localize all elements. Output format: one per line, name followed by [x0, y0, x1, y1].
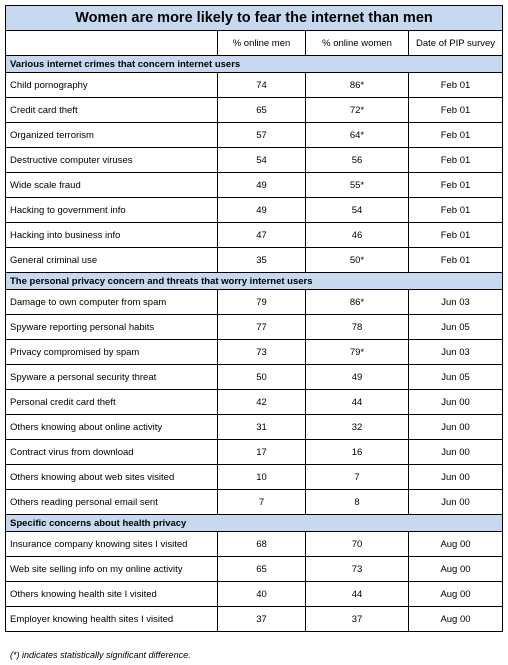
table-row — [6, 148, 503, 173]
men-value: 10 — [218, 465, 306, 490]
women-value: 78 — [306, 315, 409, 340]
men-value: 73 — [218, 340, 306, 365]
title-row — [6, 6, 503, 31]
men-value: 49 — [218, 173, 306, 198]
men-value: 49 — [218, 198, 306, 223]
table-row — [6, 173, 503, 198]
women-value: 16 — [306, 440, 409, 465]
table-row — [6, 582, 503, 607]
survey-table — [5, 5, 503, 632]
table-row — [6, 123, 503, 148]
men-value: 65 — [218, 557, 306, 582]
table-row — [6, 290, 503, 315]
women-value: 86* — [306, 73, 409, 98]
men-value: 7 — [218, 490, 306, 515]
survey-date: Jun 05 — [409, 315, 503, 340]
women-value: 79* — [306, 340, 409, 365]
row-label: Spyware reporting personal habits — [6, 315, 218, 340]
men-value: 77 — [218, 315, 306, 340]
header-women: % online women — [306, 31, 409, 56]
column-header-row — [6, 31, 503, 56]
survey-date: Feb 01 — [409, 123, 503, 148]
row-label: Personal credit card theft — [6, 390, 218, 415]
row-label: Employer knowing health sites I visited — [6, 607, 218, 632]
men-value: 37 — [218, 607, 306, 632]
row-label: Insurance company knowing sites I visited — [6, 532, 218, 557]
women-value: 7 — [306, 465, 409, 490]
table-row — [6, 340, 503, 365]
table-row — [6, 532, 503, 557]
women-value: 70 — [306, 532, 409, 557]
row-label: Others knowing about online activity — [6, 415, 218, 440]
survey-date: Jun 03 — [409, 290, 503, 315]
footnote: (*) indicates statistically significant difference. — [10, 650, 191, 660]
row-label: Organized terrorism — [6, 123, 218, 148]
table-row — [6, 315, 503, 340]
table-row — [6, 465, 503, 490]
men-value: 47 — [218, 223, 306, 248]
survey-date: Jun 03 — [409, 340, 503, 365]
survey-date: Aug 00 — [409, 582, 503, 607]
men-value: 65 — [218, 98, 306, 123]
women-value: 44 — [306, 390, 409, 415]
women-value: 72* — [306, 98, 409, 123]
table-body — [6, 56, 503, 632]
men-value: 79 — [218, 290, 306, 315]
men-value: 74 — [218, 73, 306, 98]
row-label: Child pornography — [6, 73, 218, 98]
men-value: 54 — [218, 148, 306, 173]
table-row — [6, 73, 503, 98]
header-blank-cell — [6, 31, 218, 56]
women-value: 64* — [306, 123, 409, 148]
women-value: 37 — [306, 607, 409, 632]
row-label: Web site selling info on my online activity — [6, 557, 218, 582]
survey-date: Feb 01 — [409, 148, 503, 173]
men-value: 50 — [218, 365, 306, 390]
row-label: Hacking to government info — [6, 198, 218, 223]
table-row — [6, 198, 503, 223]
table-title: Women are more likely to fear the internet than men — [6, 6, 503, 31]
women-value: 32 — [306, 415, 409, 440]
table-row — [6, 440, 503, 465]
survey-date: Aug 00 — [409, 557, 503, 582]
survey-date: Jun 00 — [409, 390, 503, 415]
women-value: 73 — [306, 557, 409, 582]
men-value: 31 — [218, 415, 306, 440]
men-value: 57 — [218, 123, 306, 148]
row-label: Others knowing health site I visited — [6, 582, 218, 607]
women-value: 55* — [306, 173, 409, 198]
table-row — [6, 557, 503, 582]
men-value: 17 — [218, 440, 306, 465]
women-value: 44 — [306, 582, 409, 607]
table-row — [6, 223, 503, 248]
women-value: 49 — [306, 365, 409, 390]
survey-date: Jun 05 — [409, 365, 503, 390]
header-date: Date of PIP survey — [409, 31, 503, 56]
survey-date: Feb 01 — [409, 248, 503, 273]
survey-date: Feb 01 — [409, 223, 503, 248]
men-value: 35 — [218, 248, 306, 273]
section-title: The personal privacy concern and threats that worry internet users — [6, 273, 503, 290]
survey-date: Feb 01 — [409, 98, 503, 123]
section-header-row — [6, 515, 503, 532]
men-value: 68 — [218, 532, 306, 557]
survey-date: Feb 01 — [409, 173, 503, 198]
row-label: Others reading personal email sent — [6, 490, 218, 515]
men-value: 40 — [218, 582, 306, 607]
survey-date: Jun 00 — [409, 490, 503, 515]
table-row — [6, 607, 503, 632]
women-value: 54 — [306, 198, 409, 223]
women-value: 46 — [306, 223, 409, 248]
survey-date: Aug 00 — [409, 607, 503, 632]
survey-date: Jun 00 — [409, 465, 503, 490]
survey-date: Jun 00 — [409, 415, 503, 440]
survey-date: Feb 01 — [409, 73, 503, 98]
section-header-row — [6, 273, 503, 290]
row-label: Damage to own computer from spam — [6, 290, 218, 315]
women-value: 50* — [306, 248, 409, 273]
row-label: Credit card theft — [6, 98, 218, 123]
row-label: Privacy compromised by spam — [6, 340, 218, 365]
section-title: Various internet crimes that concern internet users — [6, 56, 503, 73]
men-value: 42 — [218, 390, 306, 415]
row-label: Hacking into business info — [6, 223, 218, 248]
table-row — [6, 365, 503, 390]
table-row — [6, 248, 503, 273]
table-row — [6, 415, 503, 440]
women-value: 56 — [306, 148, 409, 173]
table-row — [6, 98, 503, 123]
section-title: Specific concerns about health privacy — [6, 515, 503, 532]
row-label: Spyware a personal security threat — [6, 365, 218, 390]
row-label: General criminal use — [6, 248, 218, 273]
table-row — [6, 390, 503, 415]
row-label: Wide scale fraud — [6, 173, 218, 198]
table-row — [6, 490, 503, 515]
survey-date: Feb 01 — [409, 198, 503, 223]
survey-date: Aug 00 — [409, 532, 503, 557]
row-label: Destructive computer viruses — [6, 148, 218, 173]
survey-date: Jun 00 — [409, 440, 503, 465]
header-men: % online men — [218, 31, 306, 56]
section-header-row — [6, 56, 503, 73]
row-label: Others knowing about web sites visited — [6, 465, 218, 490]
women-value: 86* — [306, 290, 409, 315]
women-value: 8 — [306, 490, 409, 515]
row-label: Contract virus from download — [6, 440, 218, 465]
